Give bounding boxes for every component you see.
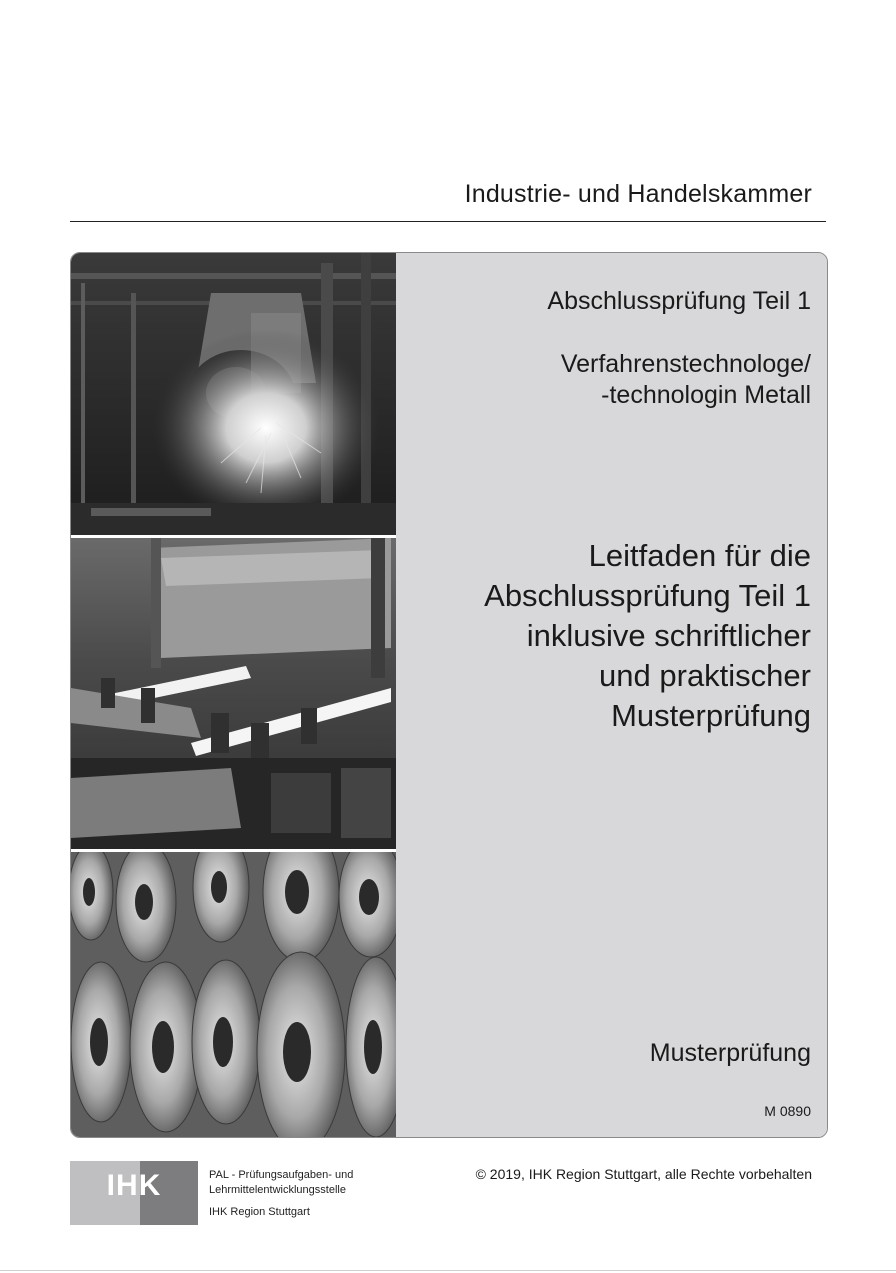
organization-title: Industrie- und Handelskammer [464, 180, 812, 208]
pal-line: Lehrmittelentwicklungsstelle [209, 1184, 346, 1196]
steel-coils-photo [71, 852, 396, 1137]
steel-ladle-pouring-photo [71, 253, 396, 535]
header-divider [70, 221, 826, 222]
guide-line: und praktischer [599, 658, 811, 693]
profession-title [561, 349, 811, 411]
pal-line: PAL - Prüfungsaufgaben- und [209, 1169, 354, 1181]
cover-text-area [398, 253, 827, 1137]
photo-column [71, 253, 396, 1137]
document-type: Musterprüfung [649, 1039, 811, 1067]
guide-line: Leitfaden für die [588, 538, 811, 573]
page-bottom-divider [0, 1270, 896, 1271]
exam-part-title: Abschlussprüfung Teil 1 [547, 287, 811, 315]
hot-rolling-mill-photo [71, 538, 396, 849]
ihk-logo-text: IHK [106, 1169, 162, 1202]
guide-line: Musterprüfung [611, 698, 811, 733]
guide-line: inklusive schriftlicher [526, 618, 811, 653]
guide-line: Abschlussprüfung Teil 1 [484, 578, 811, 613]
pal-line: IHK Region Stuttgart [209, 1206, 310, 1218]
profession-line: -technologin Metall [601, 381, 811, 409]
cover-panel [70, 252, 828, 1138]
document-code: M 0890 [764, 1103, 811, 1119]
ihk-logo [70, 1161, 198, 1225]
profession-line: Verfahrenstechnologe/ [560, 350, 811, 378]
copyright-notice: © 2019, IHK Region Stuttgart, alle Rechte vorbehalten [475, 1166, 812, 1182]
guide-title [484, 536, 811, 736]
